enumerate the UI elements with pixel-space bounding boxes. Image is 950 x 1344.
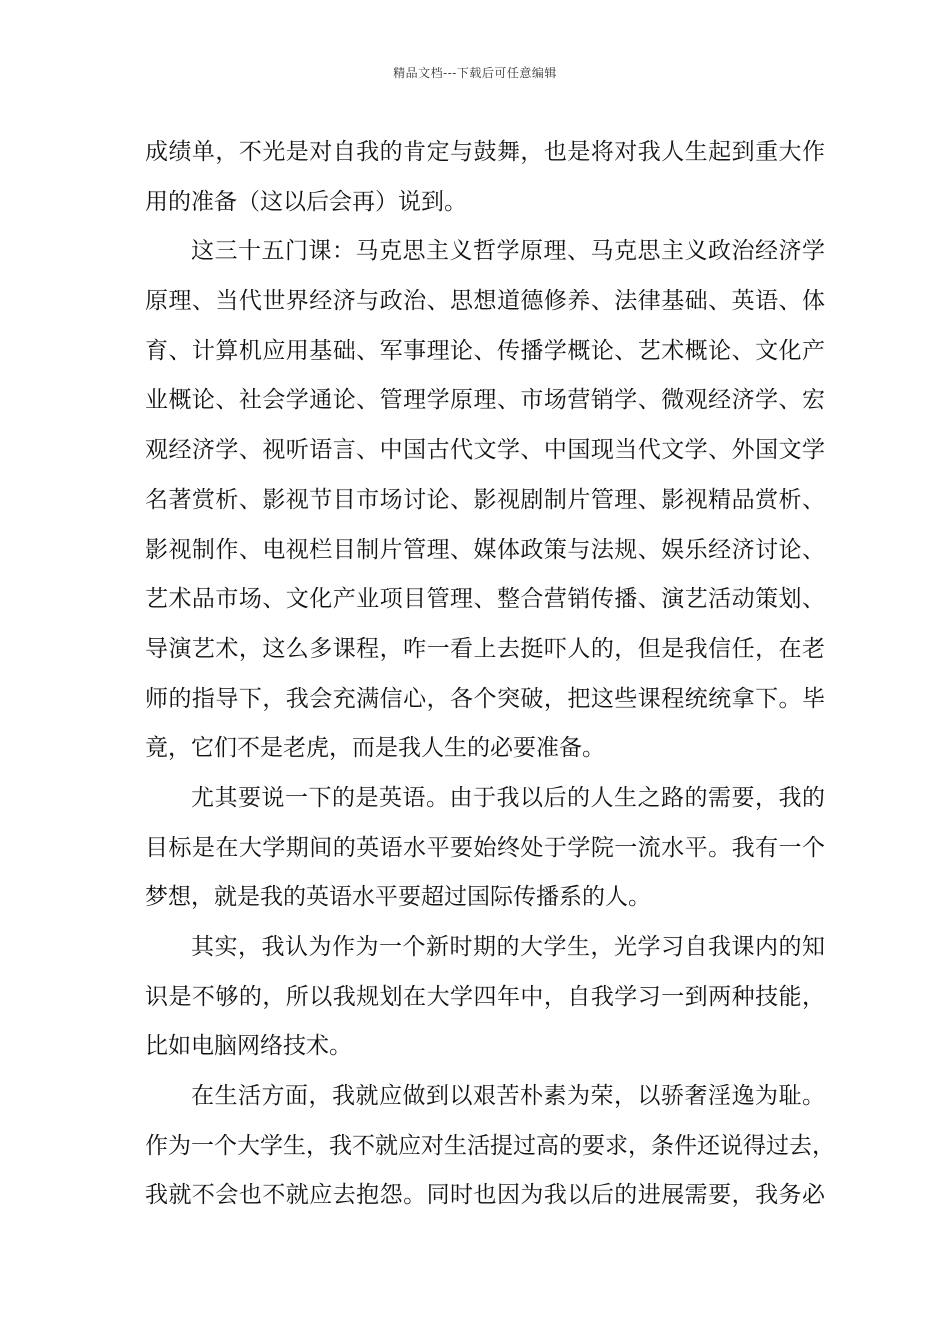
- text-line-14: 尤其要说一下的是英语。由于我以后的人生之路的需要，我的: [191, 784, 825, 811]
- text-line-9: 影视制作、电视栏目制片管理、媒体政策与法规、娱乐经济讨论、: [145, 536, 825, 563]
- text-line-13: 竟，它们不是老虎，而是我人生的必要准备。: [145, 735, 605, 762]
- text-line-1: 成绩单，不光是对自我的肯定与鼓舞，也是将对我人生起到重大作: [145, 139, 825, 165]
- text-line-10: 艺术品市场、文化产业项目管理、整合营销传播、演艺活动策划、: [145, 586, 825, 613]
- page-header: 精品文档---下载后可任意编辑: [393, 66, 557, 80]
- text-line-17: 其实，我认为作为一个新时期的大学生，光学习自我课内的知: [191, 934, 825, 960]
- text-line-6: 业概论、社会学通论、管理学原理、市场营销学、微观经济学、宏: [145, 387, 825, 414]
- text-line-20: 在生活方面，我就应做到以艰苦朴素为荣，以骄奢淫逸为耻。: [191, 1083, 825, 1110]
- text-line-7: 观经济学、视听语言、中国古代文学、中国现当代文学、外国文学: [145, 437, 825, 464]
- text-line-8: 名著赏析、影视节目市场讨论、影视剧制片管理、影视精品赏析、: [145, 486, 825, 513]
- text-line-4: 原理、当代世界经济与政治、思想道德修养、法律基础、英语、体: [145, 288, 825, 315]
- text-line-15: 目标是在大学期间的英语水平要始终处于学院一流水平。我有一个: [145, 834, 825, 861]
- text-line-18: 识是不够的，所以我规划在大学四年中，自我学习一到两种技能，: [145, 983, 825, 1010]
- text-line-21: 作为一个大学生，我不就应对生活提过高的要求，条件还说得过去，: [145, 1132, 835, 1159]
- document-body: [145, 128, 835, 1221]
- text-line-11: 导演艺术，这么多课程，咋一看上去挺吓人的，但是我信任，在老: [145, 635, 825, 662]
- text-line-12: 师的指导下，我会充满信心，各个突破，把这些课程统统拿下。毕: [145, 685, 825, 712]
- text-line-19: 比如电脑网络技术。: [145, 1033, 352, 1060]
- text-line-3: 这三十五门课：马克思主义哲学原理、马克思主义政治经济学: [191, 238, 825, 265]
- text-line-16: 梦想，就是我的英语水平要超过国际传播系的人。: [145, 884, 651, 911]
- text-line-2: 用的准备（这以后会再）说到。: [145, 188, 467, 215]
- text-line-22: 我就不会也不就应去抱怨。同时也因为我以后的进展需要，我务必: [145, 1182, 825, 1209]
- text-line-5: 育、计算机应用基础、军事理论、传播学概论、艺术概论、文化产: [145, 337, 825, 364]
